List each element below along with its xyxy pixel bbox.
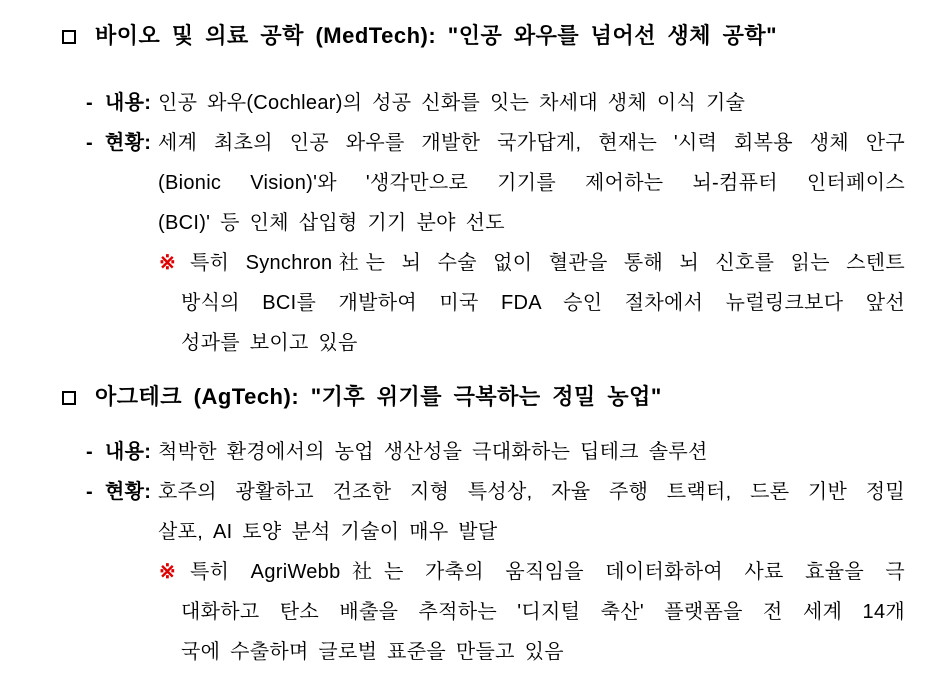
- item-medtech-hyeonhwang: [86, 123, 905, 243]
- item-agtech-hyeonhwang: [86, 472, 905, 552]
- item-label: 내용:: [105, 441, 152, 463]
- reference-mark-icon: ※: [159, 252, 177, 274]
- dash-marker: -: [86, 481, 93, 503]
- body-line: (BCI)' 등 인체 삽입형 기기 분야 선도: [158, 212, 505, 234]
- section-title-agtech: [95, 377, 905, 417]
- body-line: 살포, AI 토양 분석 기술이 매우 발달: [158, 521, 498, 543]
- dash-marker: -: [86, 132, 93, 154]
- body-line: 인공 와우(Cochlear)의 성공 신화를 잇는 차세대 생체 이식 기술: [158, 92, 746, 114]
- body-line: (Bionic Vision)'와 '생각만으로 기기를 제어하는 뇌-컴퓨터 인터페이스: [158, 172, 905, 194]
- note-synchron: [159, 243, 905, 363]
- note-line: 방식의 BCI를 개발하여 미국 FDA 승인 절차에서 뉴럴링크보다 앞선: [181, 292, 905, 314]
- square-bullet-icon: [62, 391, 76, 405]
- item-label: 내용:: [105, 92, 152, 114]
- item-label: 현황:: [105, 132, 152, 154]
- note-line: 성과를 보이고 있음: [181, 332, 358, 354]
- section-title-medtech: [95, 16, 905, 56]
- note-line: 특히 AgriWebb社는 가축의 움직임을 데이터화하여 사료 효율을 극: [190, 561, 905, 583]
- note-agriwebb: [159, 552, 905, 672]
- body-line: 세계 최초의 인공 와우를 개발한 국가답게, 현재는 '시력 회복용 생체 안구: [158, 132, 905, 154]
- reference-mark-icon: ※: [159, 561, 177, 583]
- body-line: 척박한 환경에서의 농업 생산성을 극대화하는 딥테크 솔루션: [158, 441, 708, 463]
- body-line: 호주의 광활하고 건조한 지형 특성상, 자율 주행 트랙터, 드론 기반 정밀: [158, 481, 905, 503]
- note-line: 국에 수출하며 글로벌 표준을 만들고 있음: [181, 641, 564, 663]
- note-line: 특히 Synchron社는 뇌 수술 없이 혈관을 통해 뇌 신호를 읽는 스텐트: [190, 252, 905, 274]
- item-label: 현황:: [105, 481, 152, 503]
- section-title-text: 아그테크 (AgTech): "기후 위기를 극복하는 정밀 농업": [95, 384, 662, 409]
- dash-marker: -: [86, 441, 93, 463]
- item-agtech-naeyong: [86, 432, 905, 472]
- square-bullet-icon: [62, 30, 76, 44]
- dash-marker: -: [86, 92, 93, 114]
- note-line: 대화하고 탄소 배출을 추적하는 '디지털 축산' 플랫폼을 전 세계 14개: [181, 601, 905, 623]
- item-medtech-naeyong: [86, 83, 905, 123]
- section-medtech: [0, 16, 945, 363]
- section-agtech: [0, 377, 945, 672]
- section-title-text: 바이오 및 의료 공학 (MedTech): "인공 와우를 넘어선 생체 공학": [95, 23, 778, 48]
